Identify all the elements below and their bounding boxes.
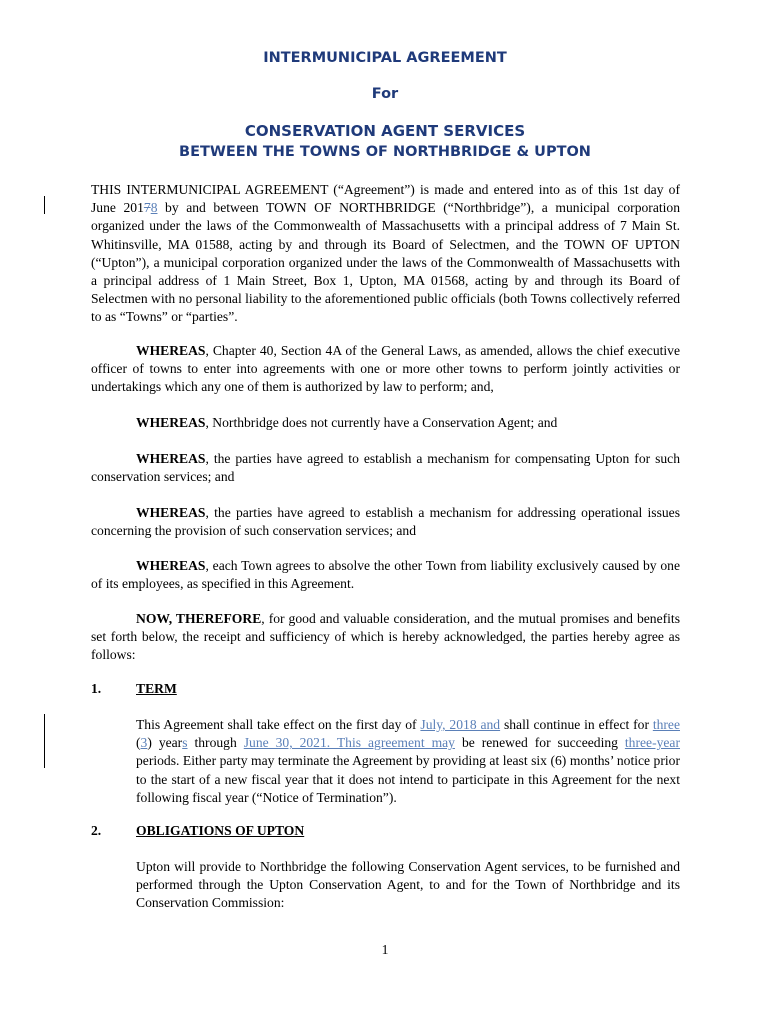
- page-number: 1: [381, 942, 389, 957]
- inserted-text: three-year: [624, 735, 680, 751]
- agreement-title: INTERMUNICIPAL AGREEMENT: [263, 50, 507, 66]
- intro-paragraph: THIS INTERMUNICIPAL AGREEMENT (“Agreement”) is made and entered into as of this 1st day of June 20178 by and between TOWN OF NORTHBRIDGE (“Northbridge”), a municipal corporation organized under the laws of the Commonwealth of Massachusetts with a principal address of 7 Main St. Whitinsville, MA 01588, acting by and through its Board of Selectmen, and the TOWN OF UPTON (“Upton”), a municipal corporation organized under the laws of the Commonwealth of Massachusetts with a principal address of 1 Main Street, Box 1, Upton, MA 01568, acting by and through its Board of Selectmen with no personal liability to the aforementioned public officials (both Towns collectively referred to as “Towns” or “parties”.: [91, 182, 680, 325]
- whereas-paragraph: WHEREAS, the parties have agreed to establish a mechanism for compensating Upton for such conservation services; and: [91, 451, 680, 485]
- inserted-text: three: [652, 717, 680, 732]
- inserted-text: s: [182, 735, 188, 751]
- inserted-text: June 30, 2021. This agreement may: [243, 735, 455, 751]
- now-therefore-paragraph: NOW, THEREFORE, for good and valuable consideration, and the mutual promises and benefits set forth below, the receipt and sufficiency of which is hereby acknowledged, the parties hereby agree as follows:: [91, 611, 680, 663]
- title-for: For: [371, 86, 399, 102]
- section-1-title: TERM: [136, 681, 177, 696]
- whereas-paragraph: WHEREAS, Chapter 40, Section 4A of the General Laws, as amended, allows the chief executive officer of towns to enter into agreements with one or more other towns to perform jointly activities or undertakings which any one of them is authorized by law to perform; and,: [91, 343, 680, 395]
- change-bar: [44, 714, 45, 768]
- inserted-text: July, 2018 and: [420, 717, 501, 732]
- inserted-text: 8: [150, 200, 158, 216]
- parties-title: BETWEEN THE TOWNS OF NORTHBRIDGE & UPTON: [179, 144, 591, 160]
- section-2-number: 2.: [91, 823, 102, 838]
- change-bar: [44, 196, 45, 214]
- whereas-paragraph: WHEREAS, each Town agrees to absolve the other Town from liability exclusively caused by one of its employees, as specified in this Agreement.: [91, 558, 680, 592]
- deleted-text: 7: [143, 200, 151, 216]
- whereas-paragraph: WHEREAS, the parties have agreed to establish a mechanism for addressing operational issues concerning the provision of such conservation services; and: [91, 505, 680, 539]
- services-title: CONSERVATION AGENT SERVICES: [244, 122, 526, 140]
- section-2-title: OBLIGATIONS OF UPTON: [136, 823, 305, 838]
- whereas-paragraph: WHEREAS, Northbridge does not currently have a Conservation Agent; and: [136, 415, 558, 430]
- inserted-text: 3: [140, 735, 148, 751]
- section-1-body: This Agreement shall take effect on the first day of July, 2018 and shall continue in effect for three (3) years through June 30, 2021. This agreement may be renewed for succeeding three-year periods. Either party may terminate the Agreement by providing at least six (6) months’ notice prior to the start of a new fiscal year that it does not intend to participate in this Agreement for the next following fiscal year (“Notice of Termination”).: [136, 717, 680, 805]
- section-1-number: 1.: [91, 681, 102, 696]
- section-2-body: Upton will provide to Northbridge the following Conservation Agent services, to be furnished and performed through the Upton Conservation Agent, to and for the Town of Northbridge and its Conservation Commission:: [136, 859, 680, 911]
